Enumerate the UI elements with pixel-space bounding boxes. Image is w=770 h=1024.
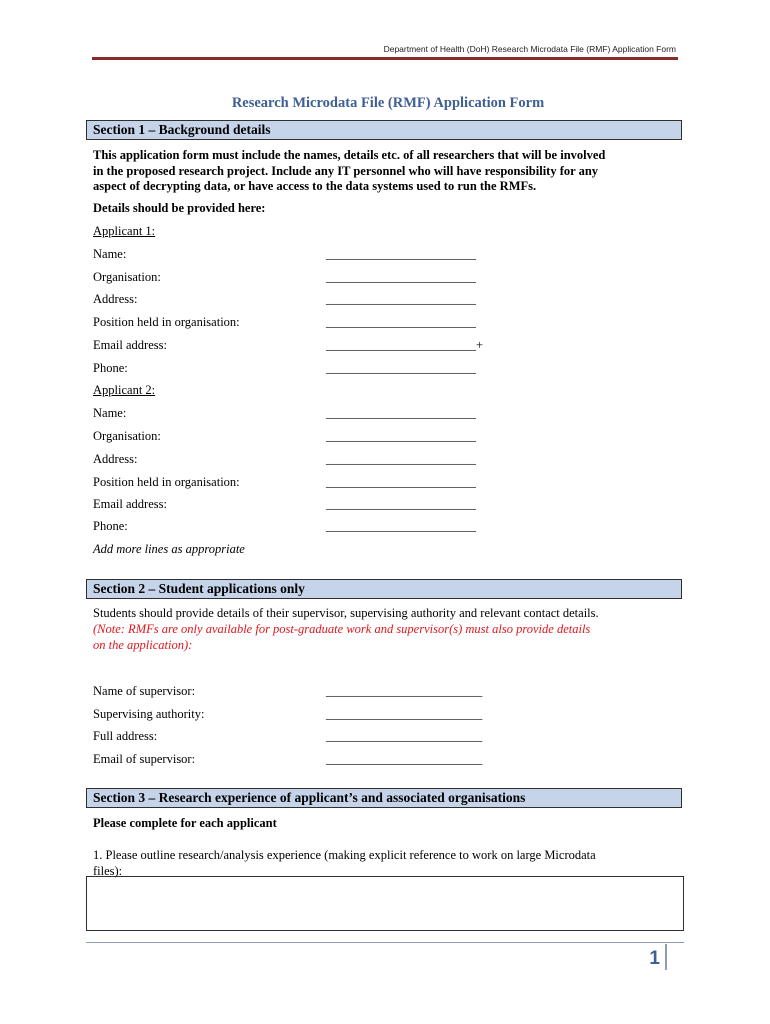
section-2-note: [93, 622, 683, 653]
applicant-2-heading: Applicant 2:: [93, 383, 156, 397]
question-1: [93, 848, 683, 879]
applicant-1-position-label: Position held in organisation:: [93, 315, 240, 329]
applicant-1-name-field[interactable]: ________________________: [326, 247, 476, 261]
applicant-1-heading: Applicant 1:: [93, 224, 156, 238]
applicant-2-phone-label: Phone:: [93, 519, 128, 533]
intro-line: in the proposed research project. Include any IT personnel who will have responsibility for any: [93, 163, 599, 178]
intro-line: This application form must include the names, details etc. of all researchers that will be involved: [93, 148, 606, 162]
header-rule: [92, 57, 678, 60]
intro-line: aspect of decrypting data, or have access to the data systems used to run the RMFs.: [93, 179, 537, 193]
supervisor-name-label: Name of supervisor:: [93, 684, 196, 698]
full-address-field[interactable]: _________________________: [326, 729, 483, 743]
supervisor-name-field[interactable]: _________________________: [326, 684, 483, 698]
section-1-heading: Section 1 – Background details: [86, 120, 682, 140]
applicant-1-position-field[interactable]: ________________________: [326, 315, 476, 329]
applicant-1-phone-label: Phone:: [93, 361, 128, 375]
applicant-2-address-label: Address:: [93, 452, 138, 466]
footer-rule: [86, 942, 684, 943]
applicant-2-name-field[interactable]: ________________________: [326, 406, 476, 420]
applicant-2-email-label: Email address:: [93, 497, 167, 511]
applicant-1-organisation-field[interactable]: ________________________: [326, 270, 476, 284]
section-2-heading: Section 2 – Student applications only: [86, 579, 682, 599]
supervising-authority-label: Supervising authority:: [93, 707, 205, 721]
applicant-1-email-field[interactable]: ________________________+: [326, 338, 484, 352]
section-3-subheading: Please complete for each applicant: [93, 816, 277, 830]
note-line: on the application):: [93, 637, 193, 652]
supervising-authority-field[interactable]: _________________________: [326, 707, 483, 721]
applicant-2-phone-field[interactable]: ________________________: [326, 519, 476, 533]
form-title: Research Microdata File (RMF) Application Form: [231, 95, 545, 111]
applicant-2-name-label: Name:: [93, 406, 127, 420]
applicant-2-address-field[interactable]: ________________________: [326, 452, 476, 466]
question-line: files):: [93, 863, 123, 878]
applicant-2-organisation-field[interactable]: ________________________: [326, 429, 476, 443]
details-note: Details should be provided here:: [93, 201, 266, 215]
running-header: Department of Health (DoH) Research Microdata File (RMF) Application Form: [383, 44, 676, 54]
supervisor-email-label: Email of supervisor:: [93, 752, 196, 766]
section-3-heading: Section 3 – Research experience of applicant’s and associated organisations: [86, 788, 682, 808]
supervisor-email-field[interactable]: _________________________: [326, 752, 483, 766]
applicant-2-email-field[interactable]: ________________________: [326, 497, 476, 511]
question-1-answer-box[interactable]: [86, 876, 684, 931]
section-2-intro: Students should provide details of their supervisor, supervising authority and relevant contact details.: [93, 606, 599, 620]
applicant-1-name-label: Name:: [93, 247, 127, 261]
applicant-1-phone-field[interactable]: ________________________: [326, 361, 476, 375]
applicant-2-organisation-label: Organisation:: [93, 429, 161, 443]
applicant-1-organisation-label: Organisation:: [93, 270, 161, 284]
question-line: 1. Please outline research/analysis experience (making explicit reference to work on large Microdata: [93, 848, 596, 862]
page-number: 1: [649, 948, 660, 969]
applicant-1-email-label: Email address:: [93, 338, 167, 352]
add-more-lines-note: Add more lines as appropriate: [93, 542, 245, 556]
applicant-1-address-field[interactable]: ________________________: [326, 292, 476, 306]
applicant-1-address-label: Address:: [93, 292, 138, 306]
section-1-intro: [93, 148, 683, 195]
full-address-label: Full address:: [93, 729, 158, 743]
applicant-2-position-label: Position held in organisation:: [93, 475, 240, 489]
note-line: (Note: RMFs are only available for post-graduate work and supervisor(s) must also provide details: [93, 622, 591, 636]
applicant-2-position-field[interactable]: ________________________: [326, 475, 476, 489]
page-number-bar: [665, 944, 667, 970]
